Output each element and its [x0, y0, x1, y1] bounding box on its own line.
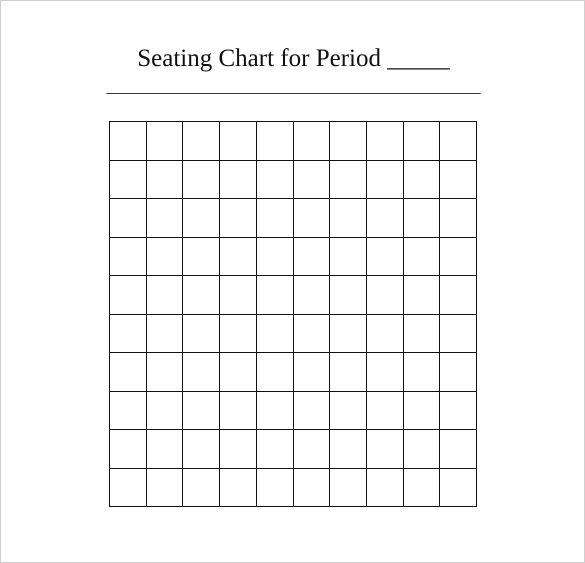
- seat-cell: [440, 238, 477, 277]
- seat-cell: [294, 276, 331, 315]
- seat-cell: [220, 315, 257, 354]
- seat-cell: [183, 238, 220, 277]
- seat-cell: [367, 315, 404, 354]
- seat-cell: [110, 353, 147, 392]
- seat-cell: [220, 353, 257, 392]
- seat-cell: [220, 430, 257, 469]
- seat-cell: [110, 276, 147, 315]
- seat-cell: [440, 276, 477, 315]
- seat-cell: [404, 469, 441, 508]
- seat-cell: [440, 315, 477, 354]
- seat-cell: [183, 315, 220, 354]
- seat-cell: [257, 430, 294, 469]
- seat-cell: [110, 199, 147, 238]
- seat-cell: [404, 238, 441, 277]
- seat-cell: [147, 276, 184, 315]
- seat-cell: [183, 276, 220, 315]
- seat-cell: [367, 276, 404, 315]
- seat-cell: [220, 161, 257, 200]
- seat-cell: [440, 430, 477, 469]
- seat-cell: [220, 392, 257, 431]
- seat-cell: [330, 315, 367, 354]
- seat-cell: [183, 161, 220, 200]
- seat-cell: [294, 238, 331, 277]
- seat-cell: [257, 353, 294, 392]
- seat-cell: [440, 469, 477, 508]
- seat-cell: [294, 392, 331, 431]
- seat-cell: [147, 122, 184, 161]
- seat-cell: [147, 353, 184, 392]
- seat-cell: [257, 238, 294, 277]
- seat-cell: [294, 122, 331, 161]
- seat-cell: [110, 392, 147, 431]
- seat-cell: [183, 122, 220, 161]
- seat-cell: [183, 392, 220, 431]
- seat-cell: [147, 430, 184, 469]
- seat-cell: [110, 122, 147, 161]
- seat-cell: [257, 122, 294, 161]
- seat-cell: [330, 392, 367, 431]
- name-line: ____________________________________________: [106, 77, 481, 96]
- seat-cell: [440, 199, 477, 238]
- seat-cell: [183, 469, 220, 508]
- seat-cell: [294, 353, 331, 392]
- seat-cell: [404, 122, 441, 161]
- seat-cell: [110, 430, 147, 469]
- seat-cell: [367, 353, 404, 392]
- seat-cell: [330, 161, 367, 200]
- seat-cell: [367, 199, 404, 238]
- seat-cell: [440, 161, 477, 200]
- seat-cell: [330, 199, 367, 238]
- seat-cell: [404, 392, 441, 431]
- seating-grid: [109, 121, 477, 507]
- seat-cell: [220, 122, 257, 161]
- seat-cell: [183, 199, 220, 238]
- seat-cell: [330, 353, 367, 392]
- seat-cell: [367, 430, 404, 469]
- seat-cell: [110, 315, 147, 354]
- seat-cell: [367, 238, 404, 277]
- seat-cell: [257, 199, 294, 238]
- seat-cell: [440, 392, 477, 431]
- seat-cell: [367, 392, 404, 431]
- seat-cell: [147, 161, 184, 200]
- seat-cell: [294, 430, 331, 469]
- seat-cell: [147, 238, 184, 277]
- seat-cell: [110, 469, 147, 508]
- seat-cell: [330, 122, 367, 161]
- seat-cell: [404, 430, 441, 469]
- seat-cell: [404, 161, 441, 200]
- seat-cell: [110, 238, 147, 277]
- seat-cell: [147, 199, 184, 238]
- seat-cell: [404, 315, 441, 354]
- seat-cell: [330, 469, 367, 508]
- seat-cell: [330, 430, 367, 469]
- seat-cell: [367, 161, 404, 200]
- seat-cell: [404, 353, 441, 392]
- seat-cell: [220, 469, 257, 508]
- seat-cell: [257, 392, 294, 431]
- seat-cell: [330, 276, 367, 315]
- seat-cell: [257, 315, 294, 354]
- seat-cell: [404, 199, 441, 238]
- seat-cell: [257, 161, 294, 200]
- seat-cell: [147, 469, 184, 508]
- seat-cell: [147, 315, 184, 354]
- seat-cell: [110, 161, 147, 200]
- seat-cell: [257, 469, 294, 508]
- seat-cell: [294, 315, 331, 354]
- seat-cell: [367, 469, 404, 508]
- seat-cell: [147, 392, 184, 431]
- seat-cell: [294, 469, 331, 508]
- seat-cell: [183, 353, 220, 392]
- seat-cell: [257, 276, 294, 315]
- seat-cell: [440, 353, 477, 392]
- seat-cell: [294, 199, 331, 238]
- seat-cell: [440, 122, 477, 161]
- seat-cell: [330, 238, 367, 277]
- seat-cell: [183, 430, 220, 469]
- seat-cell: [294, 161, 331, 200]
- seat-cell: [367, 122, 404, 161]
- seat-cell: [220, 238, 257, 277]
- page-title: Seating Chart for Period _____: [137, 45, 450, 72]
- seat-cell: [220, 276, 257, 315]
- seat-cell: [404, 276, 441, 315]
- seat-cell: [220, 199, 257, 238]
